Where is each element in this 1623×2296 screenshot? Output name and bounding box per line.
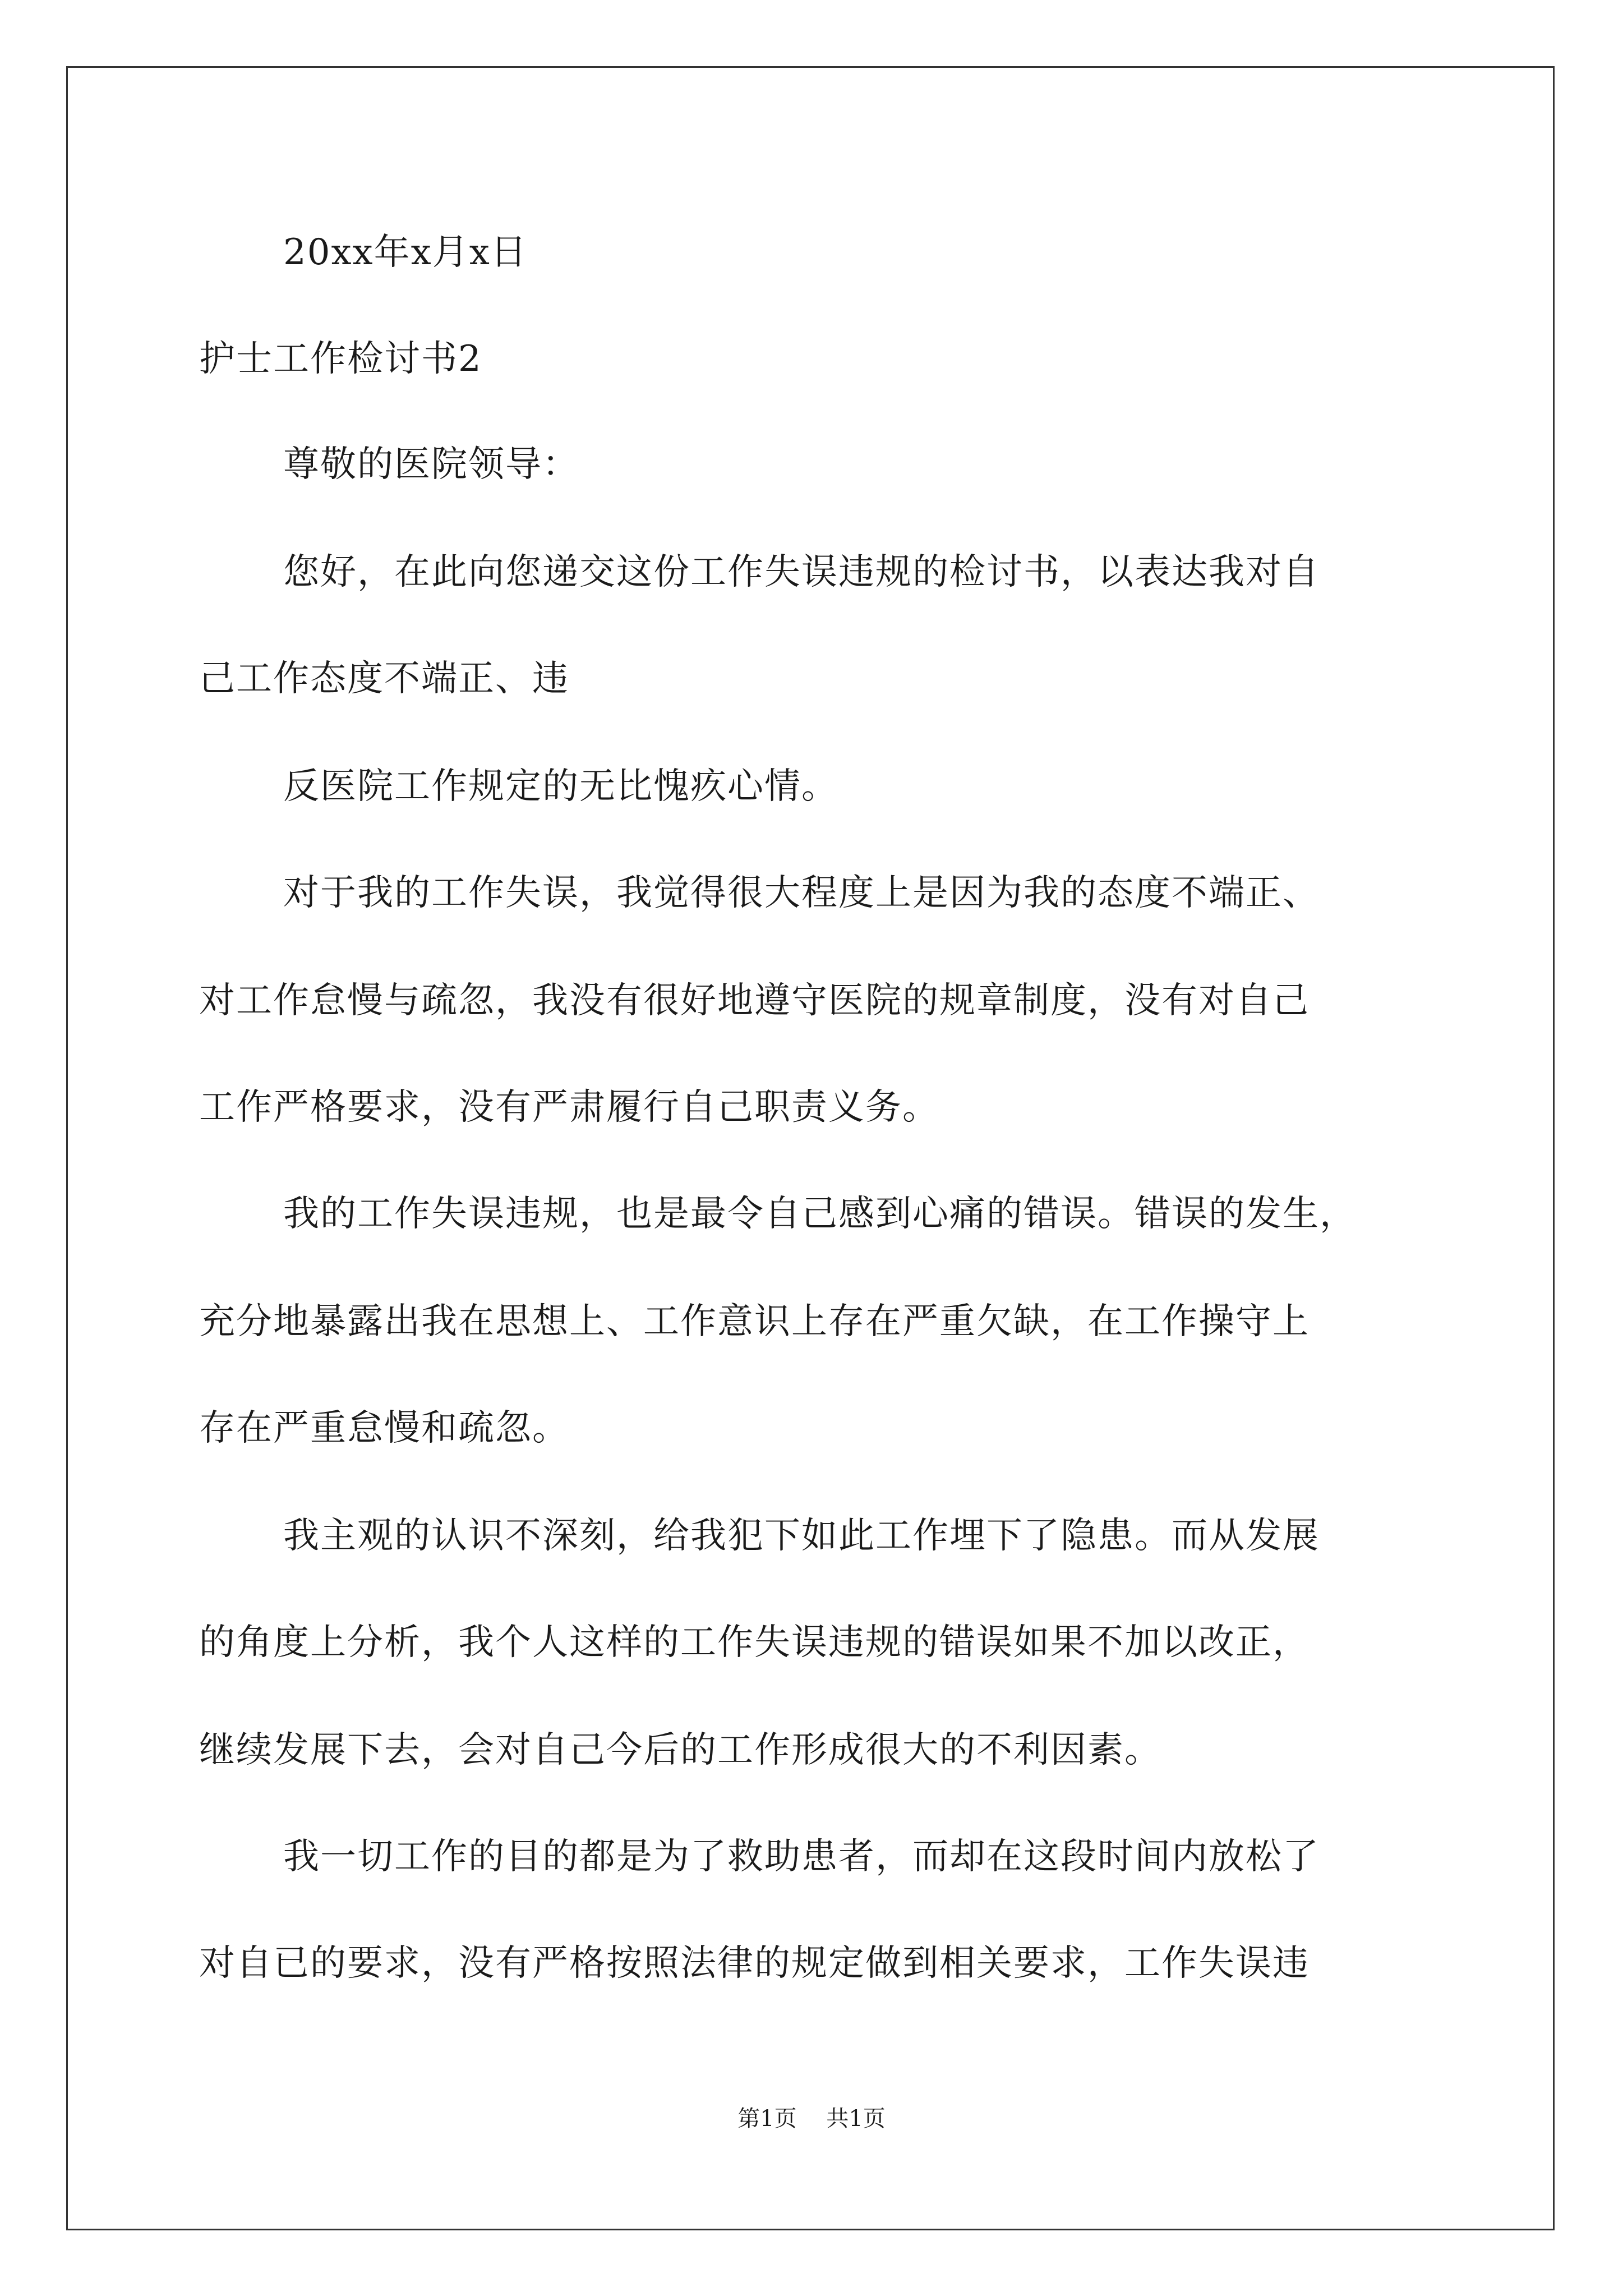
salutation: 尊敬的医院领导： bbox=[283, 444, 579, 485]
date-line: 20xx年x月x日 bbox=[283, 232, 528, 273]
page-footer bbox=[0, 2105, 1623, 2133]
body-line: 我主观的认识不深刻，给我犯下如此工作埋下了隐患。而从发展 bbox=[283, 1515, 1320, 1557]
document-title: 护士工作检讨书2 bbox=[199, 338, 482, 380]
page-number: 第1页 bbox=[737, 2106, 797, 2132]
page-border bbox=[66, 66, 1555, 2230]
body-line: 对自已的要求，没有严格按照法律的规定做到相关要求，工作失误违 bbox=[199, 1943, 1310, 1984]
body-line: 您好，在此向您递交这份工作失误违规的检讨书，以表达我对自 bbox=[283, 551, 1320, 593]
body-line: 我一切工作的目的都是为了救助患者，而却在这段时间内放松了 bbox=[283, 1836, 1320, 1878]
body-line: 对于我的工作失误，我觉得很大程度上是因为我的态度不端正、 bbox=[283, 872, 1320, 914]
body-line: 存在严重怠慢和疏忽。 bbox=[199, 1407, 569, 1449]
body-line: 的角度上分析，我个人这样的工作失误违规的错误如果不加以改正， bbox=[199, 1622, 1310, 1663]
body-line: 己工作态度不端正、违 bbox=[199, 658, 569, 700]
body-line: 工作严格要求，没有严肃履行自己职责义务。 bbox=[199, 1087, 939, 1128]
body-line: 继续发展下去，会对自己今后的工作形成很大的不利因素。 bbox=[199, 1729, 1161, 1771]
body-line: 对工作怠慢与疏忽，我没有很好地遵守医院的规章制度，没有对自己 bbox=[199, 980, 1310, 1022]
body-line: 反医院工作规定的无比愧疚心情。 bbox=[283, 766, 838, 807]
body-line: 充分地暴露出我在思想上、工作意识上存在严重欠缺，在工作操守上 bbox=[199, 1301, 1310, 1342]
page-total: 共1页 bbox=[826, 2106, 886, 2132]
body-line: 我的工作失误违规，也是最令自己感到心痛的错误。错误的发生， bbox=[283, 1193, 1357, 1235]
